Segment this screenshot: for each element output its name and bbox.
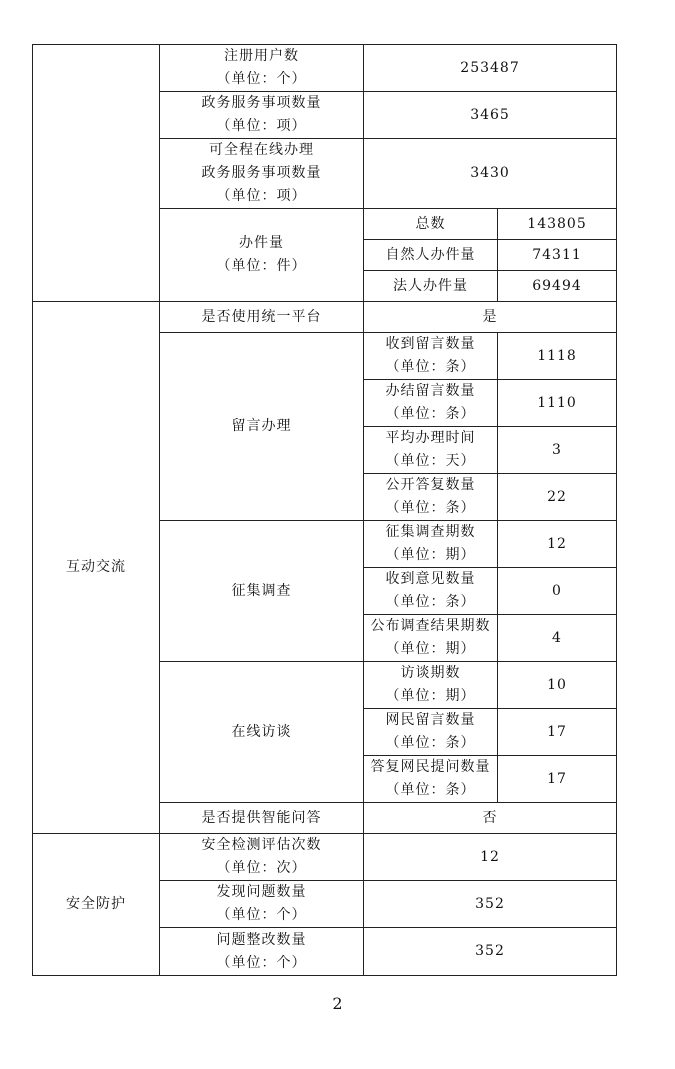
table-row: [33, 834, 617, 881]
survey-periods-value: 12: [498, 521, 617, 568]
registered-users-value: 253487: [364, 45, 617, 92]
table-row: [33, 45, 617, 92]
online-service-items-label: 可全程在线办理 政务服务事项数量 （单位：项）: [160, 139, 364, 209]
cases-natural-label: 自然人办件量: [364, 240, 498, 271]
cases-total-label: 总数: [364, 209, 498, 240]
cases-label: 办件量 （单位：件）: [160, 209, 364, 302]
messages-public-replies-value: 22: [498, 474, 617, 521]
section-label-interaction: 互动交流: [33, 302, 160, 834]
issues-found-label: 发现问题数量 （单位：个）: [160, 881, 364, 928]
survey-label: 征集调查: [160, 521, 364, 662]
survey-periods-label: 征集调查期数 （单位：期）: [364, 521, 498, 568]
cases-legal-label: 法人办件量: [364, 271, 498, 302]
issues-fixed-label: 问题整改数量 （单位：个）: [160, 928, 364, 976]
interview-messages-value: 17: [498, 709, 617, 756]
survey-results-value: 4: [498, 615, 617, 662]
survey-results-label: 公布调查结果期数 （单位：期）: [364, 615, 498, 662]
messages-received-value: 1118: [498, 333, 617, 380]
messages-public-replies-label: 公开答复数量 （单位：条）: [364, 474, 498, 521]
messages-closed-label: 办结留言数量 （单位：条）: [364, 380, 498, 427]
security-checks-label: 安全检测评估次数 （单位：次）: [160, 834, 364, 881]
survey-opinions-value: 0: [498, 568, 617, 615]
messages-avg-time-value: 3: [498, 427, 617, 474]
smart-qa-value: 否: [364, 803, 617, 834]
report-table: [32, 44, 617, 976]
interview-periods-label: 访谈期数 （单位：期）: [364, 662, 498, 709]
service-items-label: 政务服务事项数量 （单位：项）: [160, 92, 364, 139]
interview-replies-label: 答复网民提问数量 （单位：条）: [364, 756, 498, 803]
interview-messages-label: 网民留言数量 （单位：条）: [364, 709, 498, 756]
cases-legal-value: 69494: [498, 271, 617, 302]
section-label-portal: [33, 45, 160, 302]
unified-platform-value: 是: [364, 302, 617, 333]
online-service-items-value: 3430: [364, 139, 617, 209]
service-items-value: 3465: [364, 92, 617, 139]
section-label-security: 安全防护: [33, 834, 160, 976]
issues-fixed-value: 352: [364, 928, 617, 976]
table-row: [33, 302, 617, 333]
smart-qa-label: 是否提供智能问答: [160, 803, 364, 834]
messages-label: 留言办理: [160, 333, 364, 521]
cases-natural-value: 74311: [498, 240, 617, 271]
messages-avg-time-label: 平均办理时间 （单位：天）: [364, 427, 498, 474]
interview-label: 在线访谈: [160, 662, 364, 803]
issues-found-value: 352: [364, 881, 617, 928]
cases-total-value: 143805: [498, 209, 617, 240]
interview-periods-value: 10: [498, 662, 617, 709]
messages-received-label: 收到留言数量 （单位：条）: [364, 333, 498, 380]
interview-replies-value: 17: [498, 756, 617, 803]
security-checks-value: 12: [364, 834, 617, 881]
unified-platform-label: 是否使用统一平台: [160, 302, 364, 333]
registered-users-label: 注册用户数 （单位：个）: [160, 45, 364, 92]
survey-opinions-label: 收到意见数量 （单位：条）: [364, 568, 498, 615]
messages-closed-value: 1110: [498, 380, 617, 427]
page-number: 2: [332, 994, 343, 1013]
